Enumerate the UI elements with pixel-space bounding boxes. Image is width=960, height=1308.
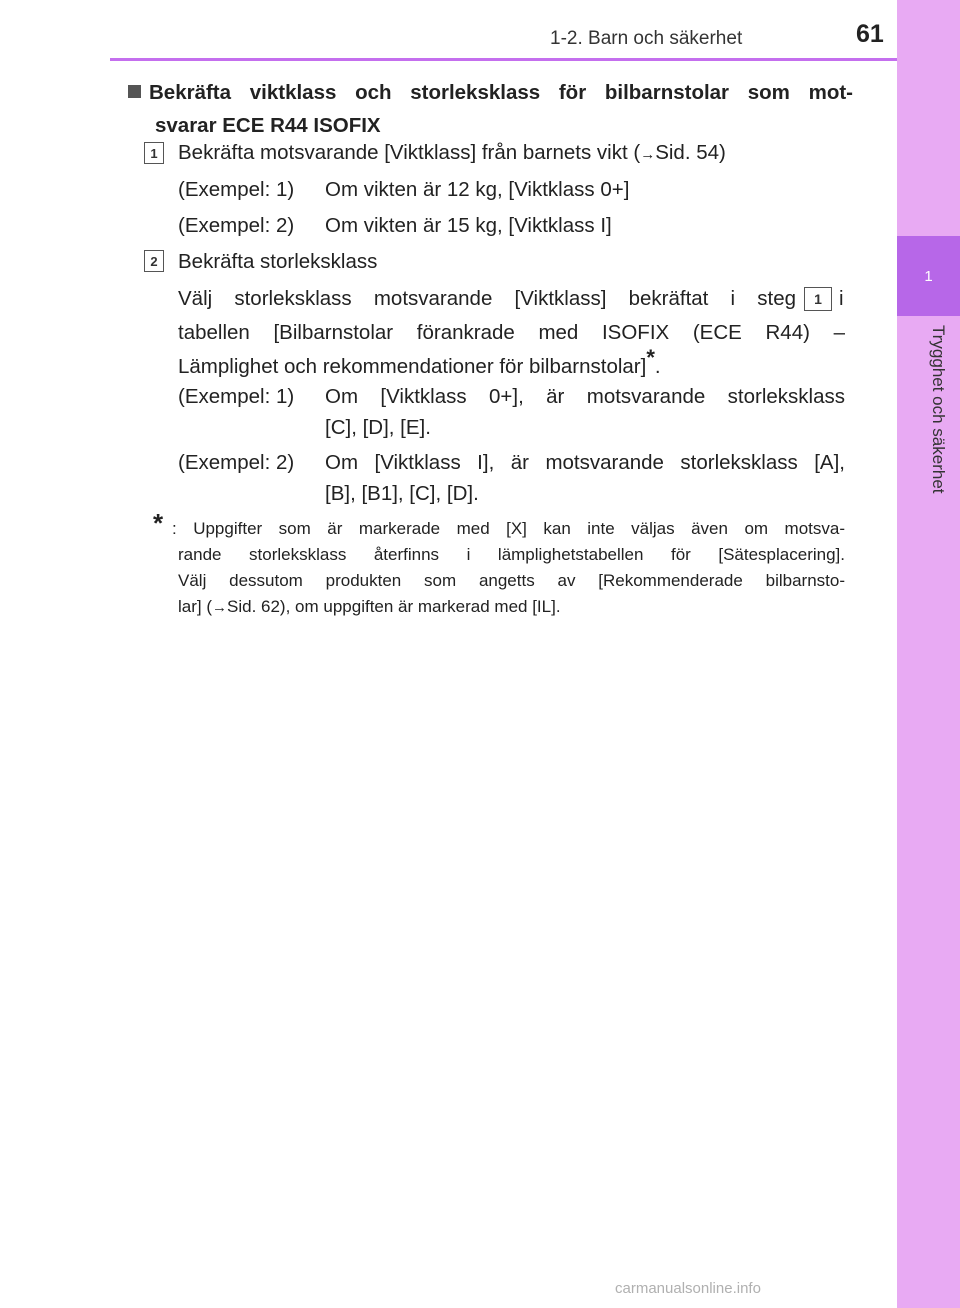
step-2-badge: 2 (144, 250, 164, 272)
step-1-page-ref: Sid. 54) (655, 141, 726, 164)
step-2-para-line-2: tabellen [Bilbarnstolar förankrade med ISOFIX (ECE R44) – (178, 321, 845, 344)
chapter-title: Trygghet och säkerhet (929, 325, 948, 494)
step-2-para-line-1: Välj storleksklass motsvarande [Viktklass] bekräftat i steg (178, 287, 796, 310)
step-2-example-1-line-2: [C], [D], [E]. (325, 416, 431, 439)
square-bullet-icon (128, 85, 141, 98)
step-2-example-2-label: (Exempel: 2) (178, 451, 295, 474)
step-2-title: Bekräfta storleksklass (178, 250, 378, 273)
footnote-star: * (153, 508, 164, 538)
footnote-line-4-start: lar] ( (178, 597, 212, 616)
step-2-para-line-1-end: i (839, 287, 844, 310)
heading-line-2: svarar ECE R44 ISOFIX (155, 114, 381, 137)
step-1-reference-badge: 1 (804, 287, 832, 311)
section-title: 1-2. Barn och säkerhet (550, 28, 743, 49)
footnote-line-1: : Uppgifter som är markerade med [X] kan inte väljas även om motsva- (172, 519, 845, 538)
arrow-right-icon: → (640, 146, 656, 163)
footnote-line-4-end: Sid. 62), om uppgiften är markerad med [IL]. (227, 597, 561, 616)
footnote-line-2: rande storleksklass återfinns i lämplighetstabellen för [Sätesplacering]. (178, 545, 845, 564)
step-2-para-line-3-period: . (654, 354, 661, 378)
footnote-line-3: Välj dessutom produkten som angetts av [Rekommenderade bilbarnsto- (178, 571, 845, 590)
arrow-right-icon: → (212, 599, 227, 616)
step-2-para-line-3-text: Lämplighet och rekommendationer för bilbarnstolar] (178, 354, 647, 378)
step-1-badge: 1 (144, 142, 164, 164)
header-rule (110, 58, 897, 61)
footnote-marker: * (646, 345, 655, 370)
step-1-text-start: Bekräfta motsvarande [Viktklass] från barnets vikt ( (178, 141, 641, 164)
step-2-example-1-line-1: Om [Viktklass 0+], är motsvarande storleksklass (325, 385, 845, 408)
step-1-text (178, 136, 726, 172)
footnote-line-4 (178, 594, 561, 621)
step-2-example-2-line-2: [B], [B1], [C], [D]. (325, 482, 479, 505)
step-1-example-2-label: (Exempel: 2) (178, 214, 295, 237)
step-2-para-line-3 (178, 341, 661, 384)
chapter-sidebar (897, 0, 960, 1308)
page-number: 61 (856, 20, 884, 48)
step-1-example-1-label: (Exempel: 1) (178, 178, 295, 201)
chapter-number: 1 (924, 267, 933, 285)
section-heading (128, 76, 853, 142)
watermark: carmanualsonline.info (615, 1280, 761, 1297)
step-2-example-2-line-1: Om [Viktklass I], är motsvarande storleksklass [A], (325, 451, 845, 474)
heading-line-1: Bekräfta viktklass och storleksklass för bilbarnstolar som mot- (149, 81, 853, 104)
step-2-example-1-label: (Exempel: 1) (178, 385, 295, 408)
step-1-example-2-text: Om vikten är 15 kg, [Viktklass I] (325, 214, 612, 237)
step-1-example-1-text: Om vikten är 12 kg, [Viktklass 0+] (325, 178, 630, 201)
